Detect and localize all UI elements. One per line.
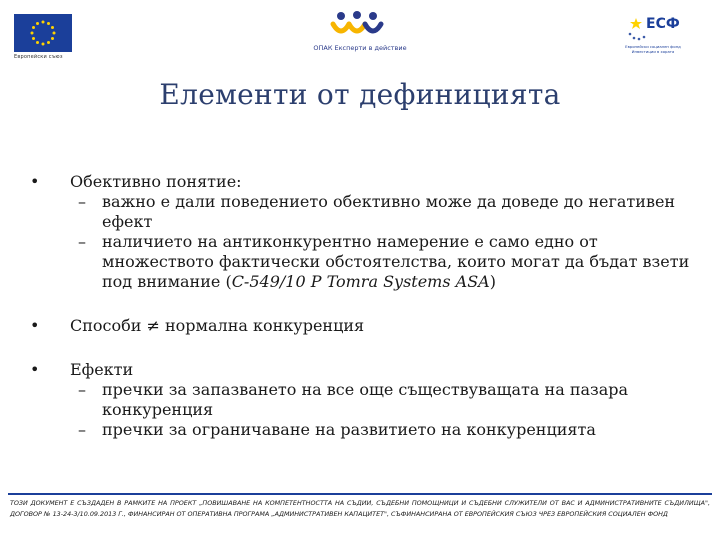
bullet-symbol: • [30, 172, 40, 191]
dash-symbol: – [78, 192, 86, 211]
eu-caption: Европейски съюз [14, 54, 63, 60]
sub-bullet-text: пречки за ограничаване на развитието на конкуренцията [102, 420, 596, 439]
sub-bullet-item [30, 420, 700, 440]
sub-bullet-item [30, 380, 700, 420]
sub-bullet-text-end: ) [489, 272, 496, 291]
bullet-text: Способи ≠ нормална конкуренция [70, 316, 365, 335]
logo-header [0, 0, 720, 75]
esf-logo-text: ЕСФ [646, 16, 680, 32]
bullet-text: Обективно понятие: [70, 172, 242, 191]
bullet-item [30, 172, 700, 192]
sub-bullet-item [30, 192, 700, 232]
sub-bullet-text: пречки за запазването на все още съществуващата на пазара конкуренция [102, 380, 629, 419]
case-reference: C-549/10 P Tomra Systems ASA [231, 272, 490, 291]
slide-title: Елементи от дефиницията [159, 78, 561, 111]
sub-bullet-text: наличието на антиконкурентно намерение е само едно от множеството фактически обстоятелства, които могат да бъдат взети под внимание ( [102, 232, 690, 291]
dash-symbol: – [78, 420, 86, 439]
bullet-item [30, 316, 700, 336]
opak-caption: ОПАК Експерти в действие [313, 44, 407, 52]
bullet-symbol: • [30, 316, 40, 335]
eu-flag-logo [14, 14, 72, 52]
opak-logo [327, 10, 387, 40]
sub-bullet-text: важно е дали поведението обективно може да доведе до негативен ефект [102, 192, 676, 231]
esf-caption: Европейски социален фонд Инвестиции в хората [625, 44, 681, 54]
bullet-item [30, 360, 700, 380]
slide-content [30, 172, 700, 440]
footer-disclaimer: ТОЗИ ДОКУМЕНТ Е СЪЗДАДЕН В РАМКИТЕ НА ПРОЕКТ „ПОВИШАВАНЕ НА КОМПЕТЕНТНОСТТА НА СЪДИИ, СЪДЕБНИ ПОМОЩНИЦИ И СЪДЕБНИ СЛУЖИТЕЛИ ОТ ВАС И АДМИНИСТРАТИВНИТЕ СЪДИЛИЩА", ДОГОВОР № 13-24-3/10.09.2013 Г., ФИНАНСИРАН ОТ ОПЕРАТИВНА ПРОГРАМА „АДМИНИСТРАТИВЕН КАПАЦИТЕТ", СЪФИНАНСИРАНА ОТ ЕВРОПЕЙСКИЯ СЪЮЗ ЧРЕЗ ЕВРОПЕЙСКИЯ СОЦИАЛЕН ФОНД [10, 499, 710, 518]
footer-divider [8, 493, 712, 495]
bullet-symbol: • [30, 360, 40, 379]
dash-symbol: – [78, 232, 86, 251]
bullet-text: Ефекти [70, 360, 134, 379]
esf-logo [624, 12, 684, 44]
dash-symbol: – [78, 380, 86, 399]
sub-bullet-item [30, 232, 700, 292]
